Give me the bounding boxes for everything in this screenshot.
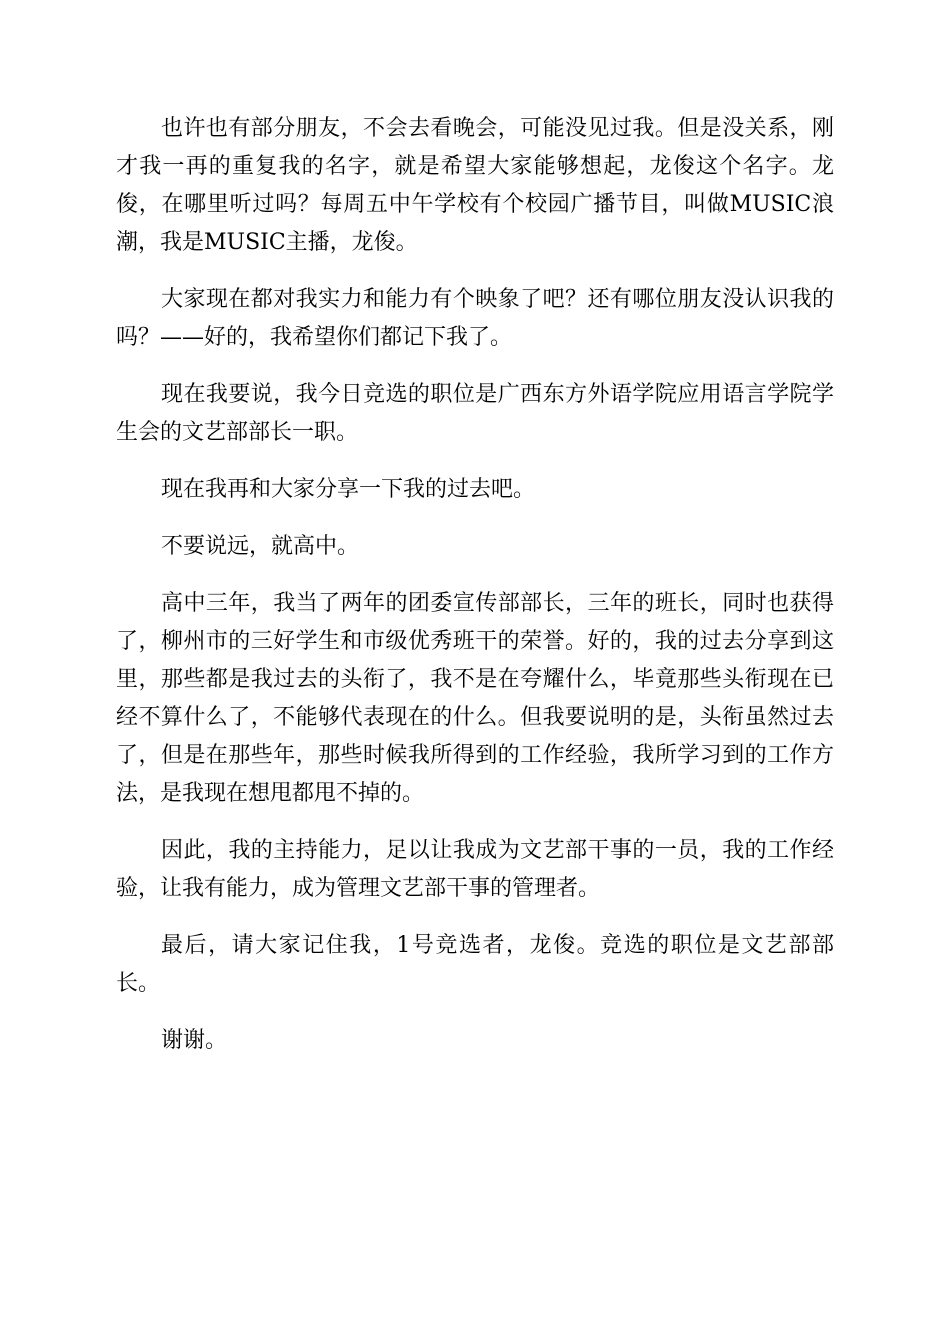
paragraph-thanks: 谢谢。 bbox=[161, 1028, 228, 1053]
speech-body bbox=[116, 110, 834, 1079]
paragraph-high-school: 不要说远，就高中。 bbox=[161, 534, 360, 559]
paragraph-impression: 大家现在都对我实力和能力有个映象了吧？还有哪位朋友没认识我的吗？——好的，我希望你们都记下我了。 bbox=[116, 287, 834, 350]
paragraph-closing: 最后，请大家记住我，1号竞选者，龙俊。竞选的职位是文艺部部长。 bbox=[116, 933, 834, 996]
paragraph-ability: 因此，我的主持能力，足以让我成为文艺部干事的一员，我的工作经验，让我有能力，成为管理文艺部干事的管理者。 bbox=[116, 838, 834, 901]
paragraph-share-past: 现在我再和大家分享一下我的过去吧。 bbox=[161, 477, 536, 502]
paragraph-position: 现在我要说，我今日竞选的职位是广西东方外语学院应用语言学院学生会的文艺部部长一职。 bbox=[116, 382, 834, 445]
paragraph-experience: 高中三年，我当了两年的团委宣传部部长，三年的班长，同时也获得了，柳州市的三好学生和市级优秀班干的荣誉。好的，我的过去分享到这里，那些都是我过去的头衔了，我不是在夸耀什么，毕竟那些头衔现在已经不算什么了，不能够代表现在的什么。但我要说明的是，头衔虽然过去了，但是在那些年，那些时候我所得到的工作经验，我所学习到的工作方法，是我现在想甩都甩不掉的。 bbox=[116, 591, 834, 806]
paragraph-intro: 也许也有部分朋友，不会去看晚会，可能没见过我。但是没关系，刚才我一再的重复我的名字，就是希望大家能够想起，龙俊这个名字。龙俊，在哪里听过吗？每周五中午学校有个校园广播节目，叫做MUSIC浪潮，我是MUSIC主播，龙俊。 bbox=[116, 116, 834, 255]
